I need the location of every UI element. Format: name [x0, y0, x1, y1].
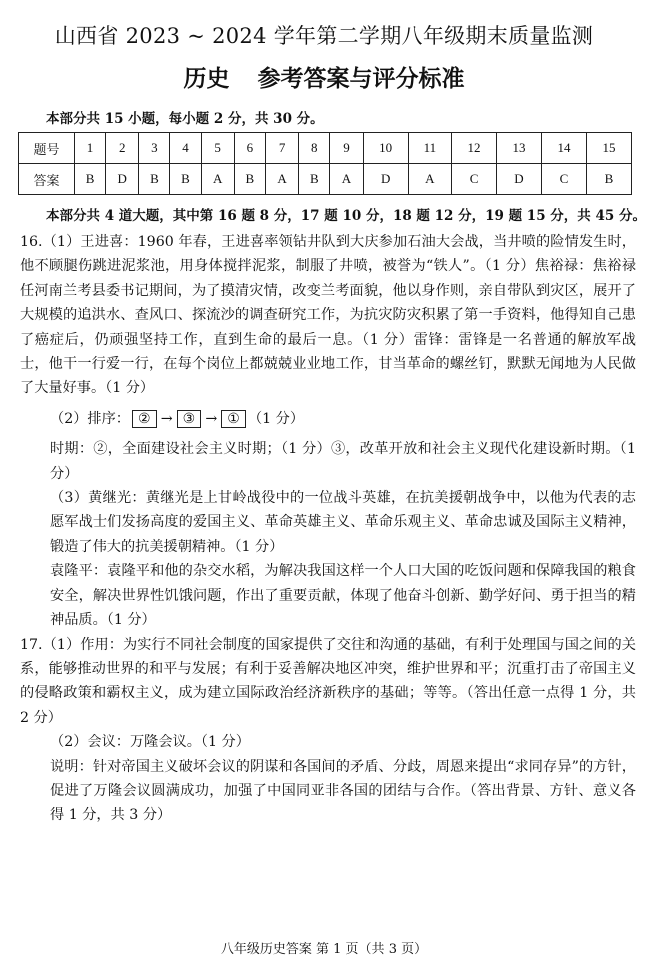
question-number: 10	[363, 133, 408, 164]
answer-cell: D	[497, 164, 542, 195]
answer-cell: B	[299, 164, 330, 195]
answer-cell: C	[452, 164, 497, 195]
part1-note: 本部分共 15 小题，每小题 2 分，共 30 分。	[46, 111, 324, 127]
question-number: 3	[139, 133, 170, 164]
order-box-first: ②	[132, 410, 157, 428]
question-number: 4	[170, 133, 201, 164]
q16-part3: （3）黄继光：黄继光是上甘岭战役中的一位战斗英雄，在抗美援朝战争中，以他为代表的志愿军战士们发扬高度的爱国主义、革命英雄主义、革命乐观主义、革命忠诚及国际主义精神，锻造了伟大的抗美援朝精神。（1 分）	[50, 490, 636, 555]
answer-cell: B	[586, 164, 631, 195]
question-number: 1	[75, 133, 106, 164]
question-number: 9	[330, 133, 363, 164]
page-subtitle	[0, 60, 648, 93]
order-box-third: ①	[221, 410, 246, 428]
question-number: 8	[299, 133, 330, 164]
answer-cell: A	[408, 164, 451, 195]
q17-part1: 17.（1）作用：为实行不同社会制度的国家提供了交往和沟通的基础，有利于处理国与国之间的关系，能够推动世界的和平与发展；有利于妥善解决地区冲突，维护世界和平；沉重打击了帝国主义的侵略政策和霸权主义，成为建立国际政治经济新秩序的基础；等等。（答出任意一点得 1 分，共 2 分）	[20, 636, 636, 726]
question-number-row	[19, 133, 632, 164]
question-number: 13	[497, 133, 542, 164]
order-label: （2）排序：	[50, 410, 130, 427]
answer-cell: D	[363, 164, 408, 195]
q16-order-line	[20, 407, 636, 431]
question-number: 5	[201, 133, 234, 164]
answer-cell: A	[330, 164, 363, 195]
q17-part3: 说明：针对帝国主义破坏会议的阴谋和各国间的矛盾、分歧，周恩来提出“求同存异”的方针，促进了万隆会议圆满成功，加强了中国同亚非各国的团结与合作。（答出背景、方针、意义各得 1 分，共 3 分）	[50, 758, 636, 824]
answer-cell: A	[265, 164, 298, 195]
subject-name: 历史	[183, 65, 230, 92]
answer-table	[18, 132, 632, 195]
q16-period: 时期：②，全面建设社会主义时期；（1 分）③，改革开放和社会主义现代化建设新时期。（1 分）	[50, 441, 636, 482]
page-footer: 八年级历史答案 第 1 页（共 3 页）	[220, 942, 428, 957]
q16-part4: 袁隆平：袁隆平和他的杂交水稻，为解决我国这样一个人口大国的吃饭问题和保障我国的粮食安全，解决世界性饥饿问题，作出了重要贡献，体现了他奋斗创新、勤学好问、勇于担当的精神品质。（1 分）	[50, 563, 636, 629]
answer-row	[19, 164, 632, 195]
question-number: 15	[586, 133, 631, 164]
question-number: 12	[452, 133, 497, 164]
answer-cell: B	[139, 164, 170, 195]
answer-cell: A	[201, 164, 234, 195]
q17-part2: （2）会议：万隆会议。（1 分）	[50, 734, 250, 751]
answer-cell: B	[170, 164, 201, 195]
arrow-right-icon: →	[205, 410, 218, 427]
answer-cell: B	[75, 164, 106, 195]
part2-note: 本部分共 4 道大题，其中第 16 题 8 分，17 题 10 分，18 题 12 分，19 题 15 分，共 45 分。	[46, 208, 646, 224]
question-number: 6	[234, 133, 265, 164]
answer-body	[20, 230, 636, 828]
subtitle-text: 参考答案与评分标准	[257, 65, 465, 92]
arrow-right-icon: →	[160, 410, 173, 427]
question-number: 14	[541, 133, 586, 164]
row-label-number: 题号	[19, 133, 75, 164]
q16-part1: 16.（1）王进喜：1960 年春，王进喜率领钻井队到大庆参加石油大会战，当井喷的险情发生时，他不顾腿伤跳进泥浆池，用身体搅拌泥浆，制服了井喷，被誉为“铁人”。（1 分）焦裕禄：焦裕禄任河南兰考县委书记期间，为了摸清灾情，改变兰考面貌，他以身作则，亲自带队到灾区，展开了大规模的追洪水、查风口、探流沙的调查研究工作，为抗灾防灾积累了第一手资料，他得知自己患了癌症后，仍顽强坚持工作，直到生命的最后一息。（1 分）雷锋：雷锋是一名普通的解放军战士，他干一行爱一行，在每个岗位上都兢兢业业地工作，甘当革命的螺丝钉，默默无闻地为人民做了大量好事。（1 分）	[20, 234, 636, 397]
row-label-answer: 答案	[19, 164, 75, 195]
answer-cell: C	[541, 164, 586, 195]
page-title: 山西省 2023 ~ 2024 学年第二学期八年级期末质量监测	[54, 24, 594, 48]
order-box-second: ③	[177, 410, 202, 428]
answer-cell: B	[234, 164, 265, 195]
answer-cell: D	[106, 164, 139, 195]
order-score: （1 分）	[247, 410, 305, 427]
question-number: 2	[106, 133, 139, 164]
question-number: 11	[408, 133, 451, 164]
question-number: 7	[265, 133, 298, 164]
